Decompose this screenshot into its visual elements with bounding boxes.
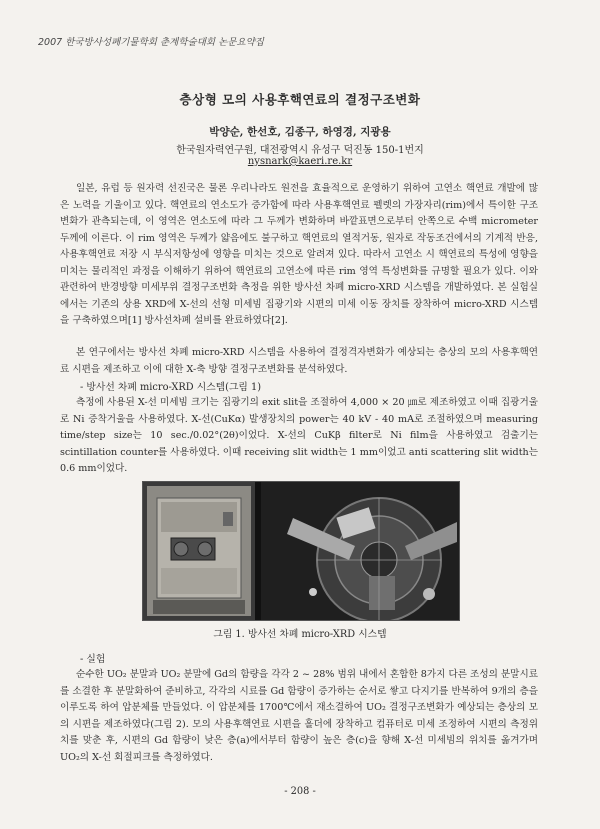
proceedings-header: 2007 한국방사성폐기물학회 춘계학술대회 논문요약집 — [38, 37, 264, 48]
paper-title: 층상형 모의 사용후핵연료의 결정구조변화 — [179, 92, 421, 107]
contact-email: nysnark@kaeri.re.kr — [247, 156, 353, 167]
figure-caption: 그림 1. 방사선 차폐 micro-XRD 시스템 — [213, 629, 387, 640]
section-heading-experiment: - 실험 — [80, 654, 106, 665]
section-heading-xrd-system: - 방사선 차폐 micro-XRD 시스템(그림 1) — [80, 382, 262, 393]
affiliation: 한국원자력연구원, 대전광역시 유성구 덕진동 150-1번지 — [176, 145, 424, 156]
micro-xrd-photo-drawing — [143, 482, 459, 620]
figure-micro-xrd-photo — [142, 481, 460, 621]
page-number: - 208 - — [284, 786, 316, 797]
author-list: 박양순, 한선호, 김종구, 하영경, 지광용 — [209, 126, 391, 138]
xrd-system-paragraph: 측정에 사용된 X-선 미세빔 크기는 집광기의 exit slit을 조절하여 4,000 × 20 ㎛로 제조하였고 이때 집광거울로 Ni 증착거울을 사용하였다. X-선(CuKα) 발생장치의 power는 40 kV - 40 mA로 조절하였으며 measuring time/step size는 10 sec./0.02°(2θ)이었다. X-선의 CuKβ filter로 Ni film을 사용하였고 검출기는 scintillation counter를 사용하였다. 이때 receiving slit width는 1 mm이었고 anti scattering slit width는 0.6 mm이었다. — [60, 397, 538, 474]
intro-paragraph-2: 본 연구에서는 방사선 차폐 micro-XRD 시스템을 사용하여 결정격자변화가 예상되는 층상의 모의 사용후핵연료 시편을 제조하고 이에 대한 X-축 방향 결정구조변화를 분석하였다. — [60, 347, 538, 375]
experiment-paragraph: 순수한 UO₂ 분말과 UO₂ 분말에 Gd의 함량을 각각 2 ~ 28% 범위 내에서 혼합한 8가지 다른 조성의 분말시료를 소결한 후 분말화하여 준비하고, 각각의 시료를 Gd 함량이 증가하는 순서로 쌓고 다지기를 반복하여 9개의 층을 이루도록 하여 압분체를 만들었다. 이 압분체를 1700℃에서 재소결하여 UO₂ 결정구조변화가 예상되는 층상의 모의 시편을 제조하였다(그림 2). 모의 사용후핵연료 시편을 홀더에 장착하고 컴퓨터로 미세 조정하여 시편의 측정위치를 맞춘 후, 시편의 Gd 함량이 낮은 층(a)에서부터 함량이 높은 층(c)을 향해 X-선 미세빔의 위치를 옮겨가며 UO₂의 X-선 회절피크를 측정하였다. — [60, 669, 538, 763]
intro-paragraph-1: 일본, 유럽 등 원자력 선진국은 물론 우리나라도 원전을 효율적으로 운영하기 위하여 고연소 핵연료 개발에 많은 노력을 기울이고 있다. 핵연료의 연소도가 증가함에 따라 사용후핵연료 펠렛의 가장자리(rim)에서 특이한 구조변화가 관측되는데, 이 영역은 연소도에 따라 그 두께가 변화하며 바깥표면으로부터 안쪽으로 수백 micrometer 두께에 이른다. 이 rim 영역은 두께가 얇음에도 불구하고 핵연료의 열적거동, 원자로 작동조건에서의 기계적 반응, 사용후핵연료 저장 시 부식저항성에 영향을 미치는 것으로 알려져 있다. 따라서 고연소 시 핵연료의 특성에 영향을 미치는 물리적인 과정을 이해하기 위하여 핵연료의 고연소에 따른 rim 영역 특성변화를 규명할 필요가 있다. 이와 관련하여 반경방향 미세부위 결정구조변화 측정을 위한 방사선 차폐 micro-XRD 시스템을 개발하였다. 본 실험실에서는 기존의 상용 XRD에 X-선의 선형 미세빔 집광기와 시편의 미세 이동 장치를 장착하여 micro-XRD 시스템을 구축하였으며[1] 방사선차폐 설비를 완료하였다[2]. — [60, 183, 538, 326]
